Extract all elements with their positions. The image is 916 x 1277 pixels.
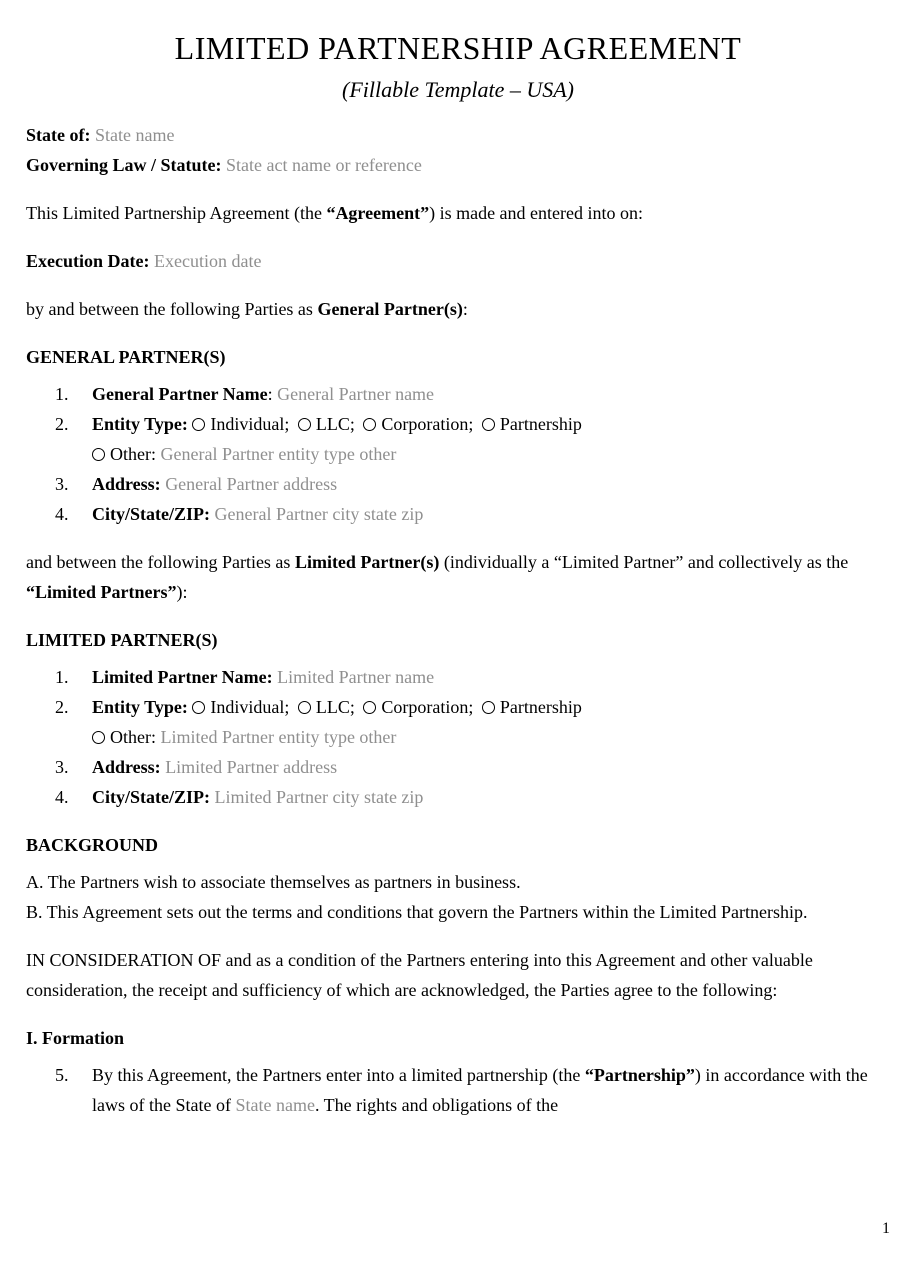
- state-name-field[interactable]: State name: [94, 125, 175, 145]
- formation-heading: I. Formation: [26, 1028, 124, 1048]
- option-label: Individual;: [210, 414, 290, 434]
- lp-entity-type-item: [26, 692, 890, 752]
- intro-text: This Limited Partnership Agreement (the: [26, 203, 322, 223]
- background-item-b: B. This Agreement sets out the terms and conditions that govern the Partners within the Limited Partnership.: [26, 902, 808, 922]
- formation-text-mid: ) in accordance with the laws of the State of: [92, 1065, 868, 1115]
- radio-partnership-icon[interactable]: [482, 418, 495, 431]
- consideration-paragraph: IN CONSIDERATION OF and as a condition of the Partners entering into this Agreement and other valuable consideration, the receipt and sufficiency of which are acknowledged, the Parties agree to the following:: [26, 950, 813, 1000]
- gp-entity-option-partnership: [482, 414, 582, 434]
- list-number: 3.: [55, 474, 69, 494]
- general-partner-list: [26, 379, 890, 529]
- background-heading: BACKGROUND: [26, 835, 159, 855]
- lp-city-field[interactable]: Limited Partner city state zip: [214, 787, 424, 807]
- execution-date-line: [26, 246, 890, 276]
- option-label: Corporation;: [381, 414, 474, 434]
- gp-address-label: Address:: [92, 474, 161, 494]
- option-label: Partnership: [499, 697, 582, 717]
- gp-entity-option-individual: [192, 414, 289, 434]
- page-title: LIMITED PARTNERSHIP AGREEMENT: [174, 30, 742, 66]
- execution-date-label: Execution Date:: [26, 251, 150, 271]
- background-items: [26, 867, 890, 927]
- gp-entity-other-line: [92, 439, 890, 469]
- gp-address-field[interactable]: General Partner address: [165, 474, 338, 494]
- lp-entity-option-llc: [298, 697, 355, 717]
- option-label: Partnership: [499, 414, 582, 434]
- lp-entity-other-line: [92, 722, 890, 752]
- limited-partner-list: [26, 662, 890, 812]
- formation-list: [26, 1060, 890, 1120]
- limited-partners-defined-term: “Limited Partners”: [26, 582, 177, 602]
- execution-date-field[interactable]: Execution date: [153, 251, 262, 271]
- gp-city-item: [26, 499, 890, 529]
- state-of-line: [26, 120, 890, 150]
- governing-law-field[interactable]: State act name or reference: [226, 155, 422, 175]
- gp-name-sep: :: [267, 384, 273, 404]
- between-gp-text: by and between the following Parties as: [26, 299, 313, 319]
- intro-text-end: ) is made and entered into on:: [429, 203, 644, 223]
- gp-name-label: General Partner Name: [92, 384, 268, 404]
- page-subtitle: (Fillable Template – USA): [342, 77, 574, 102]
- gp-entity-type-label: Entity Type:: [92, 414, 188, 434]
- formation-text: By this Agreement, the Partners enter into a limited partnership (the: [92, 1065, 581, 1085]
- header-fields: [26, 120, 890, 180]
- radio-partnership-icon[interactable]: [482, 701, 495, 714]
- gp-name-field[interactable]: General Partner name: [277, 384, 435, 404]
- lp-other-label: Other:: [110, 727, 156, 747]
- gp-entity-option-llc: [298, 414, 355, 434]
- lp-entity-type-label: Entity Type:: [92, 697, 188, 717]
- radio-llc-icon[interactable]: [298, 701, 311, 714]
- governing-law-line: [26, 150, 890, 180]
- option-label: Individual;: [210, 697, 290, 717]
- list-number: 5.: [55, 1065, 69, 1085]
- list-number: 1.: [55, 384, 69, 404]
- lp-city-item: [26, 782, 890, 812]
- state-of-label: State of:: [26, 125, 91, 145]
- page-number: 1: [882, 1220, 890, 1237]
- lp-address-item: [26, 752, 890, 782]
- lp-name-label: Limited Partner Name:: [92, 667, 273, 687]
- limited-partner-heading: LIMITED PARTNER(S): [26, 630, 218, 650]
- list-number: 4.: [55, 787, 69, 807]
- lp-name-item: [26, 662, 890, 692]
- radio-individual-icon[interactable]: [192, 701, 205, 714]
- gp-other-label: Other:: [110, 444, 156, 464]
- partnership-term: “Partnership”: [584, 1065, 695, 1085]
- option-label: Corporation;: [381, 697, 474, 717]
- lp-entity-option-corporation: [363, 697, 473, 717]
- gp-address-item: [26, 469, 890, 499]
- gp-city-label: City/State/ZIP:: [92, 504, 210, 524]
- lp-name-field[interactable]: Limited Partner name: [277, 667, 435, 687]
- between-lp-paragraph: [26, 547, 890, 607]
- lp-address-label: Address:: [92, 757, 161, 777]
- between-gp-paragraph: [26, 294, 890, 324]
- radio-individual-icon[interactable]: [192, 418, 205, 431]
- radio-corporation-icon[interactable]: [363, 418, 376, 431]
- list-number: 2.: [55, 697, 69, 717]
- lp-entity-option-individual: [192, 697, 289, 717]
- between-gp-colon: :: [462, 299, 468, 319]
- governing-law-label: Governing Law / Statute:: [26, 155, 222, 175]
- general-partners-term: General Partner(s): [317, 299, 463, 319]
- radio-llc-icon[interactable]: [298, 418, 311, 431]
- radio-other-icon[interactable]: [92, 448, 105, 461]
- agreement-intro-paragraph: [26, 198, 890, 228]
- formation-state-name-field[interactable]: State name: [235, 1095, 315, 1115]
- lp-address-field[interactable]: Limited Partner address: [165, 757, 338, 777]
- option-label: LLC;: [315, 414, 355, 434]
- radio-other-icon[interactable]: [92, 731, 105, 744]
- list-number: 4.: [55, 504, 69, 524]
- formation-item-5: [26, 1060, 890, 1120]
- lp-city-label: City/State/ZIP:: [92, 787, 210, 807]
- agreement-term: “Agreement”: [326, 203, 430, 223]
- between-lp-text-end: ):: [176, 582, 188, 602]
- background-item-a: A. The Partners wish to associate themselves as partners in business.: [26, 872, 521, 892]
- lp-other-field[interactable]: Limited Partner entity type other: [160, 727, 397, 747]
- list-number: 1.: [55, 667, 69, 687]
- lp-entity-option-partnership: [482, 697, 582, 717]
- between-lp-text-mid: (individually a “Limited Partner” and collectively as the: [443, 552, 849, 572]
- gp-entity-type-item: [26, 409, 890, 469]
- gp-name-item: [26, 379, 890, 409]
- radio-corporation-icon[interactable]: [363, 701, 376, 714]
- gp-entity-option-corporation: [363, 414, 473, 434]
- gp-city-field[interactable]: General Partner city state zip: [214, 504, 424, 524]
- list-number: 3.: [55, 757, 69, 777]
- option-label: LLC;: [315, 697, 355, 717]
- gp-other-field[interactable]: General Partner entity type other: [160, 444, 397, 464]
- list-number: 2.: [55, 414, 69, 434]
- general-partner-heading: GENERAL PARTNER(S): [26, 347, 226, 367]
- formation-text-end: . The rights and obligations of the: [314, 1095, 559, 1115]
- limited-partners-term: Limited Partner(s): [294, 552, 440, 572]
- between-lp-text: and between the following Parties as: [26, 552, 291, 572]
